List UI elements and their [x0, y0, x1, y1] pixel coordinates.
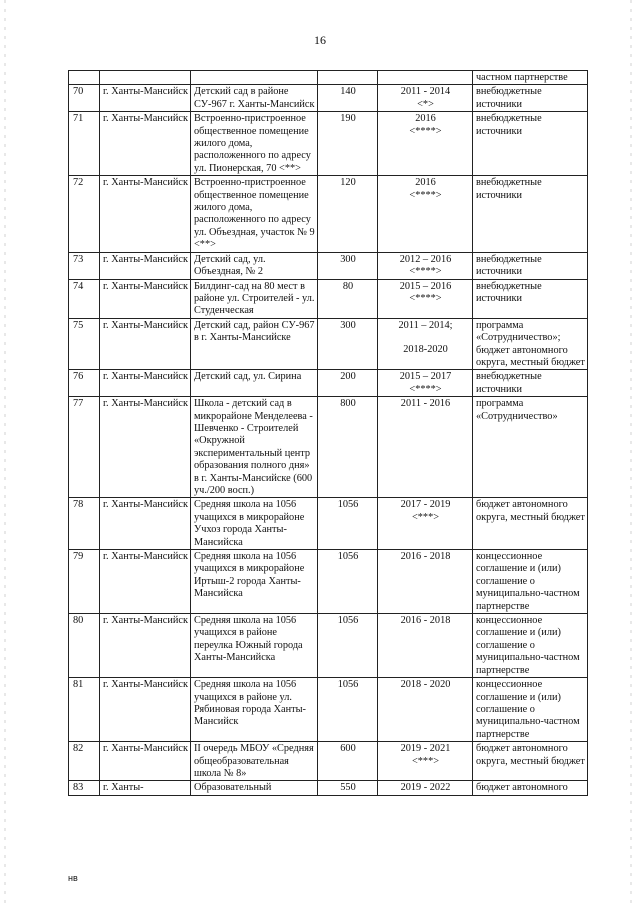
cell-number: 82	[69, 742, 100, 781]
cell-period	[378, 176, 473, 252]
cell-capacity: 550	[318, 781, 378, 795]
cell-funding-source: концессионное соглашение и (или) соглашение о муниципально-частном партнерстве	[473, 550, 588, 614]
period-line: 2012 – 2016	[399, 253, 452, 265]
cell-object-name: Школа - детский сад в микрорайоне Менделеева - Шевченко - Строителей «Окружной экспериментальный центр образования полного дня» в г. Ханты-Мансийске (600 уч./200 восп.)	[191, 397, 318, 498]
cell-municipality	[100, 71, 191, 85]
cell-number: 76	[69, 370, 100, 397]
cell-funding-source: внебюджетные источники	[473, 112, 588, 176]
cell-number: 83	[69, 781, 100, 795]
period-line: 2019 - 2022	[400, 782, 451, 794]
table-row	[69, 370, 588, 397]
cell-municipality: г. Ханты-Мансийск	[100, 279, 191, 318]
cell-number: 77	[69, 397, 100, 498]
table-row	[69, 498, 588, 550]
cell-capacity: 800	[318, 397, 378, 498]
cell-funding-source: бюджет автономного	[473, 781, 588, 795]
period-line: 2016	[415, 113, 436, 125]
facilities-table	[68, 70, 588, 796]
cell-capacity	[318, 71, 378, 85]
cell-period	[378, 279, 473, 318]
table-body	[69, 71, 588, 796]
cell-funding-source: внебюджетные источники	[473, 176, 588, 252]
cell-period	[378, 742, 473, 781]
cell-municipality: г. Ханты-Мансийск	[100, 678, 191, 742]
cell-municipality: г. Ханты-Мансийск	[100, 370, 191, 397]
period-line: 2016 - 2018	[400, 615, 451, 627]
scan-edge-right	[630, 0, 632, 905]
page-number: 16	[314, 33, 326, 47]
cell-capacity: 1056	[318, 614, 378, 678]
table-row	[69, 318, 588, 370]
period-line: 2019 - 2021	[400, 743, 451, 755]
cell-period	[378, 252, 473, 279]
cell-capacity: 190	[318, 112, 378, 176]
cell-period	[378, 112, 473, 176]
table-row	[69, 397, 588, 498]
cell-capacity: 600	[318, 742, 378, 781]
cell-number: 71	[69, 112, 100, 176]
cell-object-name: Средняя школа на 1056 учащихся в районе переулка Южный города Ханты-Мансийска	[191, 614, 318, 678]
cell-funding-source: программа «Сотрудничество»	[473, 397, 588, 498]
cell-capacity: 300	[318, 252, 378, 279]
cell-municipality: г. Ханты-Мансийск	[100, 498, 191, 550]
cell-period	[378, 318, 473, 370]
cell-funding-source: частном партнерстве	[473, 71, 588, 85]
cell-number: 74	[69, 279, 100, 318]
cell-funding-source: концессионное соглашение и (или) соглашение о муниципально-частном партнерстве	[473, 678, 588, 742]
period-line: <****>	[409, 189, 442, 201]
cell-number: 70	[69, 85, 100, 112]
scan-edge-left	[4, 0, 6, 905]
table-row	[69, 252, 588, 279]
table-row	[69, 742, 588, 781]
cell-number: 78	[69, 498, 100, 550]
table-row	[69, 279, 588, 318]
cell-number: 75	[69, 318, 100, 370]
cell-number: 79	[69, 550, 100, 614]
cell-capacity: 1056	[318, 678, 378, 742]
cell-municipality: г. Ханты-	[100, 781, 191, 795]
cell-object-name: II очередь МБОУ «Средняя общеобразовательная школа № 8»	[191, 742, 318, 781]
cell-funding-source: внебюджетные источники	[473, 279, 588, 318]
table-row	[69, 112, 588, 176]
period-line: 2011 - 2014	[400, 86, 451, 98]
footer-mark: нв	[68, 873, 78, 883]
period-line: 2016	[415, 177, 436, 189]
cell-period	[378, 498, 473, 550]
cell-municipality: г. Ханты-Мансийск	[100, 252, 191, 279]
cell-object-name: Детский сад, ул. Объездная, № 2	[191, 252, 318, 279]
table-row	[69, 781, 588, 795]
cell-capacity: 120	[318, 176, 378, 252]
cell-object-name: Образовательный	[191, 781, 318, 795]
cell-municipality: г. Ханты-Мансийск	[100, 397, 191, 498]
cell-municipality: г. Ханты-Мансийск	[100, 85, 191, 112]
cell-capacity: 80	[318, 279, 378, 318]
table-row	[69, 614, 588, 678]
period-line: <****>	[409, 125, 442, 137]
cell-object-name: Встроенно-пристроенное общественное помещение жилого дома, расположенного по адресу ул. Объездная, участок № 9 <**>	[191, 176, 318, 252]
period-line: <***>	[411, 511, 440, 523]
cell-period	[378, 550, 473, 614]
cell-number: 72	[69, 176, 100, 252]
cell-municipality: г. Ханты-Мансийск	[100, 112, 191, 176]
cell-number: 80	[69, 614, 100, 678]
period-line: <****>	[409, 266, 442, 278]
cell-object-name: Средняя школа на 1056 учащихся в микрорайоне Иртыш-2 города Ханты-Мансийска	[191, 550, 318, 614]
cell-funding-source: бюджет автономного округа, местный бюджет	[473, 742, 588, 781]
cell-period	[378, 614, 473, 678]
cell-object-name: Детский сад, район СУ-967 в г. Ханты-Мансийске	[191, 318, 318, 370]
period-line: 2015 – 2016	[399, 280, 452, 292]
period-line: <***>	[411, 755, 440, 767]
cell-municipality: г. Ханты-Мансийск	[100, 318, 191, 370]
cell-period	[378, 71, 473, 85]
period-line: <****>	[409, 292, 442, 304]
table-row	[69, 71, 588, 85]
period-line: 2011 – 2014;	[398, 319, 453, 331]
cell-funding-source: бюджет автономного округа, местный бюджет	[473, 498, 588, 550]
cell-funding-source: концессионное соглашение и (или) соглашение о муниципально-частном партнерстве	[473, 614, 588, 678]
table-row	[69, 176, 588, 252]
table-row	[69, 550, 588, 614]
cell-period	[378, 781, 473, 795]
cell-object-name: Билдинг-сад на 80 мест в районе ул. Строителей - ул. Студенческая	[191, 279, 318, 318]
cell-capacity: 300	[318, 318, 378, 370]
cell-period	[378, 85, 473, 112]
cell-funding-source: программа «Сотрудничество»; бюджет автономного округа, местный бюджет	[473, 318, 588, 370]
cell-capacity: 200	[318, 370, 378, 397]
cell-municipality: г. Ханты-Мансийск	[100, 550, 191, 614]
cell-object-name: Средняя школа на 1056 учащихся в районе ул. Рябиновая города Ханты-Мансийск	[191, 678, 318, 742]
cell-object-name: Детский сад в районе СУ-967 г. Ханты-Мансийск	[191, 85, 318, 112]
period-line: <*>	[417, 98, 434, 110]
table-row	[69, 85, 588, 112]
cell-capacity: 140	[318, 85, 378, 112]
period-line: 2018 - 2020	[400, 679, 451, 691]
cell-funding-source: внебюджетные источники	[473, 370, 588, 397]
cell-number	[69, 71, 100, 85]
period-line: <****>	[409, 383, 442, 395]
cell-number: 73	[69, 252, 100, 279]
period-line: 2017 - 2019	[400, 499, 451, 511]
period-line: 2018-2020	[403, 344, 448, 356]
period-line: 2015 – 2017	[399, 371, 452, 383]
table-row	[69, 678, 588, 742]
period-line: 2016 - 2018	[400, 551, 451, 563]
cell-period	[378, 678, 473, 742]
period-line	[381, 72, 470, 84]
cell-period	[378, 370, 473, 397]
cell-municipality: г. Ханты-Мансийск	[100, 176, 191, 252]
cell-object-name: Средняя школа на 1056 учащихся в микрорайоне Учхоз города Ханты-Мансийска	[191, 498, 318, 550]
period-line	[381, 332, 470, 344]
cell-funding-source: внебюджетные источники	[473, 252, 588, 279]
cell-object-name: Детский сад, ул. Сирина	[191, 370, 318, 397]
cell-municipality: г. Ханты-Мансийск	[100, 614, 191, 678]
cell-number: 81	[69, 678, 100, 742]
cell-funding-source: внебюджетные источники	[473, 85, 588, 112]
cell-capacity: 1056	[318, 498, 378, 550]
cell-municipality: г. Ханты-Мансийск	[100, 742, 191, 781]
cell-period	[378, 397, 473, 498]
cell-object-name	[191, 71, 318, 85]
cell-object-name: Встроенно-пристроенное общественное помещение жилого дома, расположенного по адресу ул. Пионерская, 70 <**>	[191, 112, 318, 176]
cell-capacity: 1056	[318, 550, 378, 614]
period-line: 2011 - 2016	[400, 398, 451, 410]
